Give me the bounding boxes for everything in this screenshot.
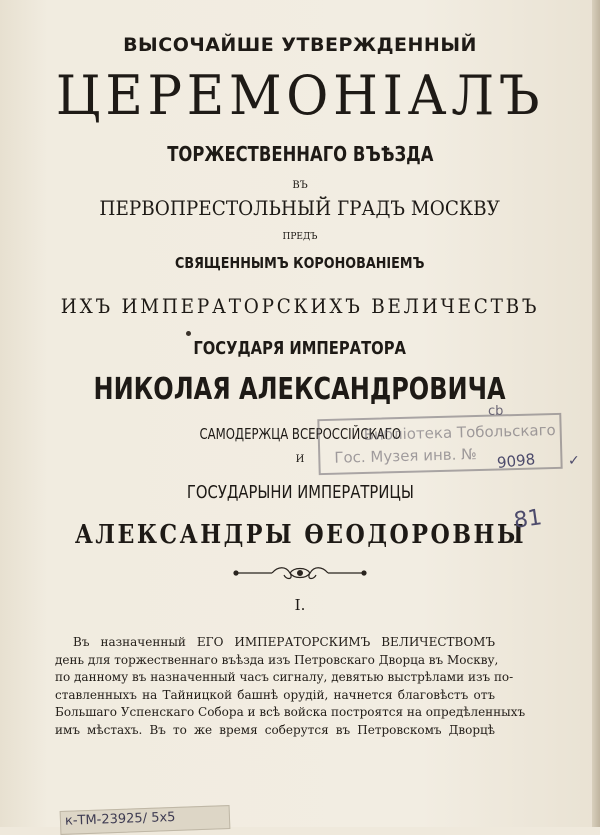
majesties-heading: ИХЪ ИМПЕРАТОРСКИХЪ ВЕЛИЧЕСТВЪ (60, 294, 540, 318)
catalog-label (60, 805, 231, 835)
handwritten-mark: cb (488, 404, 504, 419)
approved-heading: ВЫСОЧАЙШЕ УТВЕРЖДЕННЫЙ (123, 34, 477, 56)
paragraph-line: ставленныхъ на Тайницкой башнѣ орудiй, начнется благовѣстъ отъ (55, 687, 495, 702)
empress-heading: ГОСУДАРЫНИ ИМПЕРАТРИЦЫ (186, 482, 414, 503)
before-word: ПРЕДЪ (282, 232, 318, 242)
paragraph-line: Въ назначенный ЕГО ИМПЕРАТОРСКИМЪ ВЕЛИЧЕСТВОМЪ (73, 635, 495, 649)
paragraph-line: по данному въ назначенный часъ сигналу, девятью выстрѣлами изъ по- (55, 670, 514, 684)
stamp-line-2: Гос. Музея инв. № (334, 445, 477, 467)
empress-name: АЛЕКСАНДРЫ ѲЕОДОРОВНЫ (74, 520, 526, 550)
coronation-heading: СВЯЩЕННЫМЪ КОРОНОВАНIЕМЪ (175, 254, 425, 272)
section-paragraph (55, 634, 526, 739)
and-word: И (295, 454, 305, 465)
paragraph-line: Большаго Успенскаго Собора и всѣ войска построятся на опредѣленныхъ (55, 705, 526, 719)
ink-dot (186, 331, 191, 336)
handwritten-inventory-number: 9098 (496, 450, 537, 472)
emperor-name: НИКОЛАЯ АЛЕКСАНДРОВИЧА (93, 372, 507, 407)
stamp-line-1: Библiотека Тобольскаго (363, 420, 556, 444)
autocrat-heading: САМОДЕРЖЦА ВСЕРОССIЙСКАГО (199, 425, 401, 443)
emperor-heading: ГОСУДАРЯ ИМПЕРАТОРА (193, 338, 407, 359)
handwritten-note: 81 (512, 505, 544, 534)
catalog-number: к-ТМ-23925/ 5х5 (64, 809, 176, 829)
ornament-divider (232, 564, 368, 582)
paragraph-line: имъ мѣстахъ. Въ то же время соберутся въ Петровскомъ Дворцѣ (55, 722, 495, 737)
paragraph-line: день для торжественнаго въѣзда изъ Петровскаго Дворца въ Москву, (55, 652, 499, 667)
into-word: ВЪ (292, 180, 308, 191)
ceremonial-title: ЦЕРЕМОНIАЛЪ (55, 64, 545, 127)
entry-heading: ТОРЖЕСТВЕННАГО ВЪѢЗДА (166, 142, 434, 166)
section-numeral: I. (294, 596, 306, 614)
check-mark-icon: ✓ (568, 453, 580, 469)
city-heading: ПЕРВОПРЕСТОЛЬНЫЙ ГРАДЪ МОСКВУ (99, 196, 501, 220)
